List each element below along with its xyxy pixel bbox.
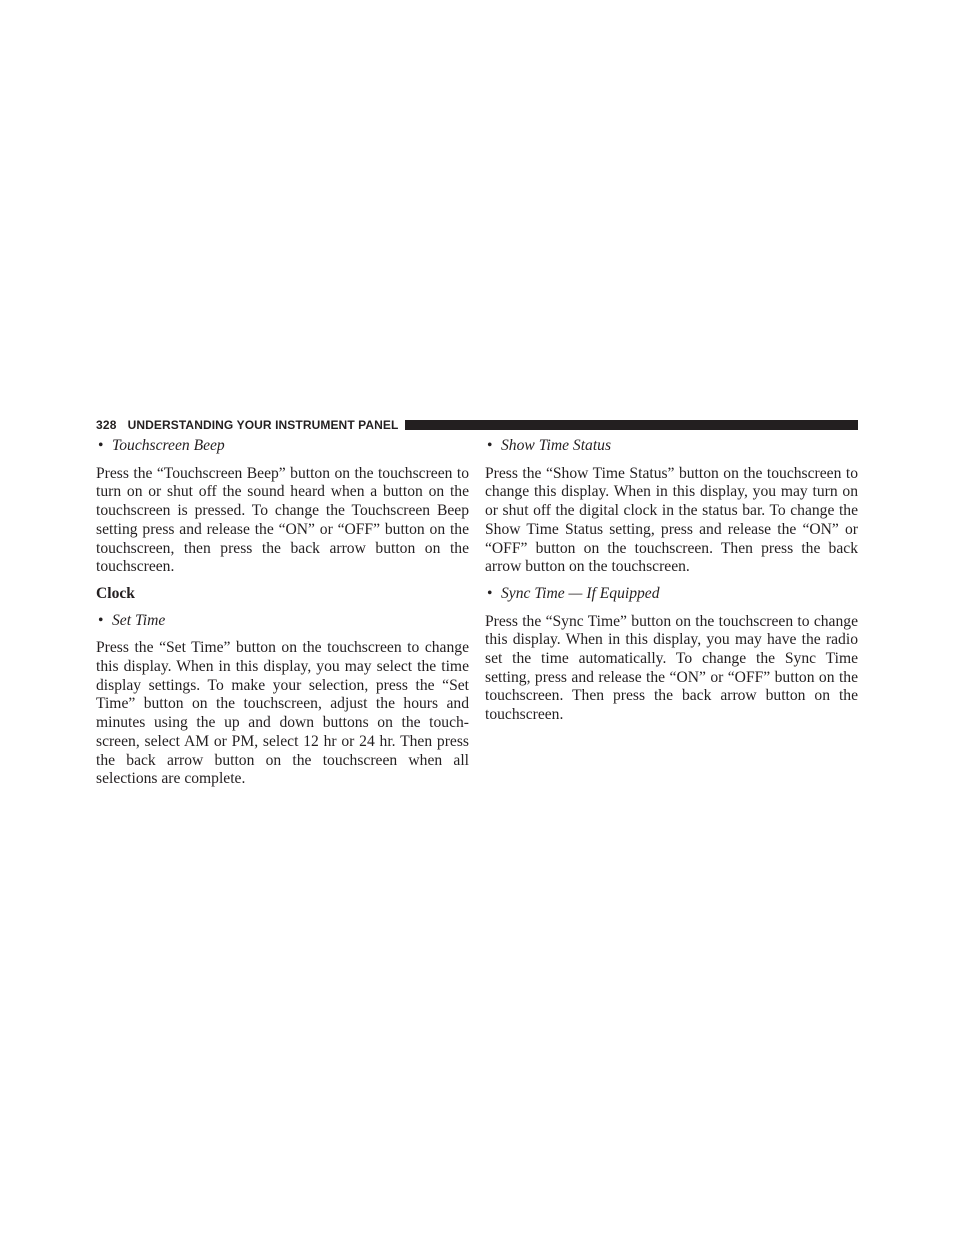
bullet-dot: • [487,437,493,454]
bullet-label: Show Time Status [501,437,612,454]
bullet-item-sync-time [485,585,858,604]
right-column [485,437,858,733]
paragraph-touchscreen-beep: Press the “Touchscreen Beep” button on the touchscreen to turn on or shut off the sound heard when a button on the touchscreen is pressed. To change the Touchscreen Beep setting press and release the “ON” or “OFF” button on the touchscreen, then press the back arrow button on the touchscreen. [96,464,469,576]
bullet-item-show-time-status [485,437,858,456]
bullet-dot: • [98,437,104,454]
bullet-label: Sync Time — If Equipped [501,584,660,602]
bullet-dot: • [98,611,104,629]
paragraph-show-time-status: Press the “Show Time Status” button on the touchscreen to change this display. When in this display, you may turn on or shut off the digital clock in the status bar. To change the Show Time Status setting, press and release the “ON” or “OFF” button on the touchscreen. Then press the back arrow button on the touchscreen. [485,464,858,576]
left-column [96,437,469,797]
paragraph-set-time: Press the “Set Time” button on the touchscreen to change this display. When in this display, you may select the time display settings. To make your selection, press the “Set Time” button on the touchscreen, adjust the hours and minutes using the up and down buttons on the touch-screen, select AM or PM, select 12 hr or 24 hr. Then press the back arrow button on the touchscreen when all selections are complete. [96,639,469,788]
section-title: UNDERSTANDING YOUR INSTRUMENT PANEL [127,418,399,432]
heading-clock: Clock [96,584,135,602]
bullet-label: Set Time [112,611,166,629]
bullet-label: Touchscreen Beep [112,437,225,454]
bullet-item-touchscreen-beep [96,437,469,456]
page-number: 328 [96,418,117,432]
header-rule-bar [405,420,858,430]
paragraph-sync-time: Press the “Sync Time” button on the touchscreen to change this display. When in this display, you may have the radio set the time automatically. To change the Sync Time setting, press and release the “ON” or “OFF” button on the touchscreen. Then press the back arrow button on the touchscreen. [485,612,858,724]
bullet-item-set-time [96,612,469,631]
bullet-dot: • [487,584,493,602]
page-header [96,417,858,433]
